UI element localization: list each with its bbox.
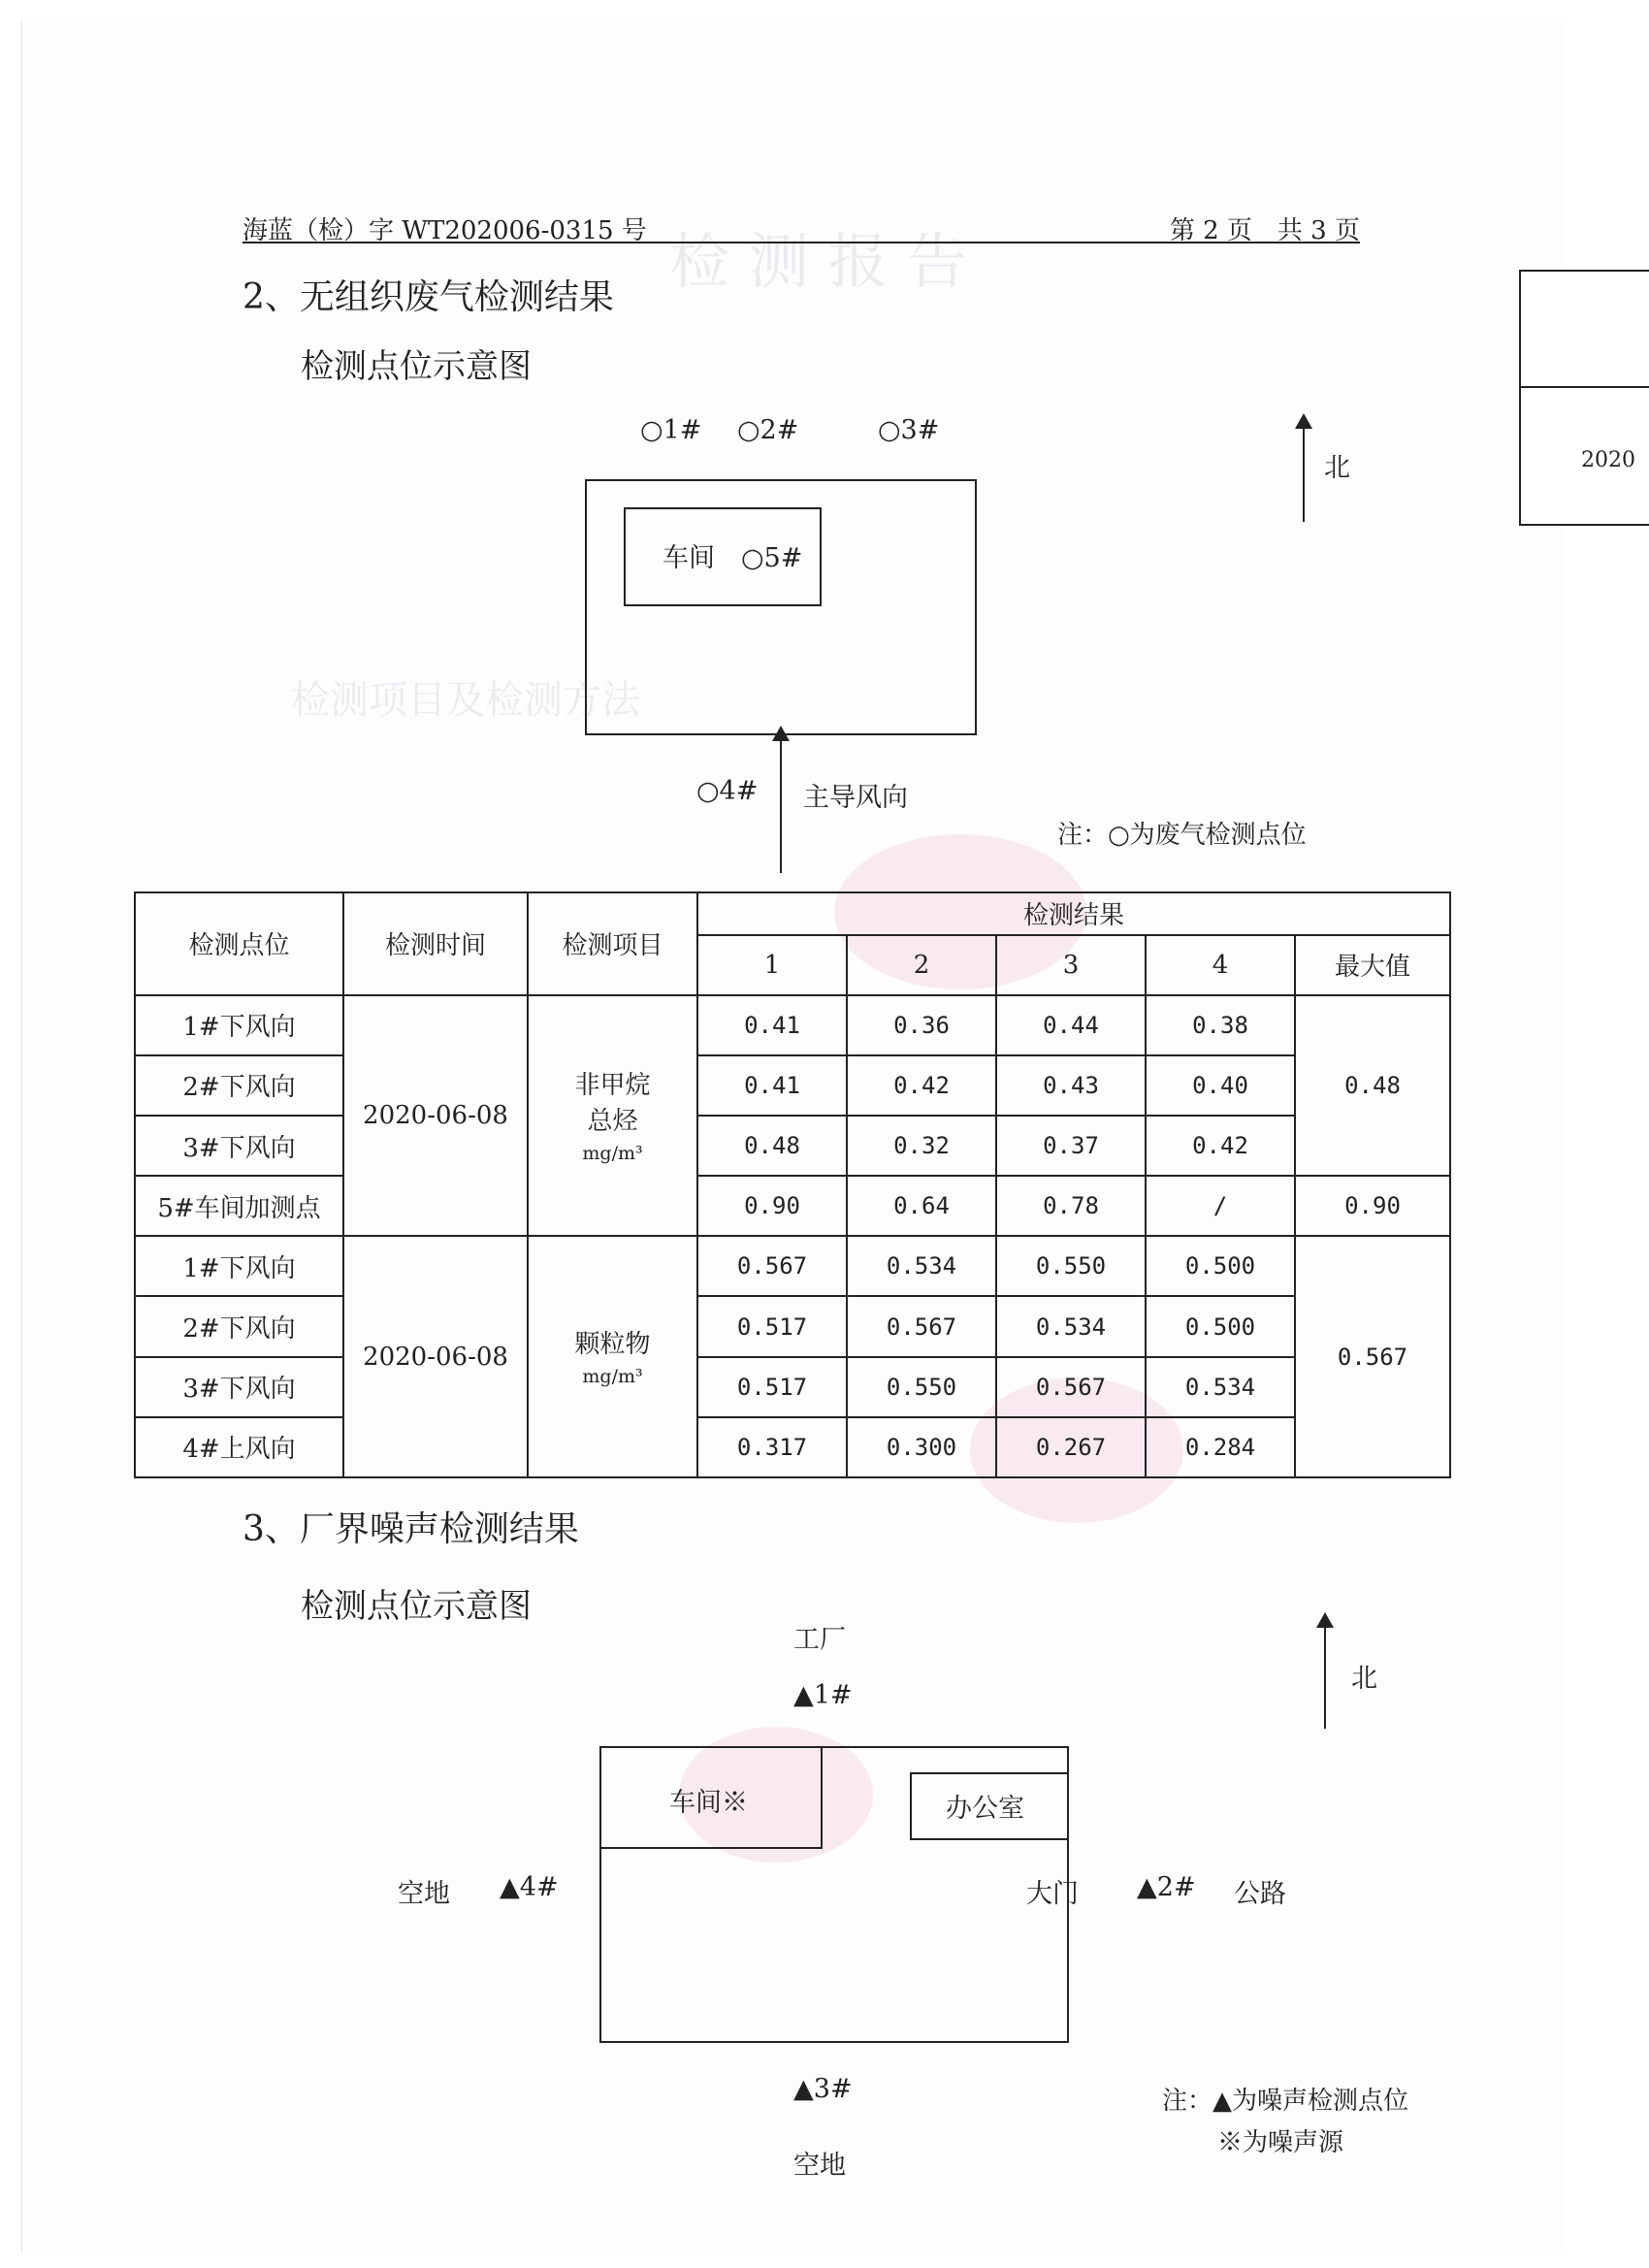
header-run-1: 1: [697, 935, 847, 995]
empty-land-south-label: 空地: [793, 2151, 846, 2181]
noise-point-2-label: ▲2#: [1137, 1872, 1196, 1902]
noise-point-4-label: ▲4#: [500, 1872, 559, 1902]
table-cell-value: 0.37: [996, 1116, 1146, 1176]
wind-direction-arrow: [780, 739, 782, 873]
table-cell-value: /: [1146, 1176, 1295, 1236]
point-1-label: ○1#: [640, 415, 702, 445]
table-cell-value: 0.38: [1146, 995, 1295, 1055]
table-cell-value: 0.78: [996, 1176, 1146, 1236]
table-cell-value: 0.284: [1146, 1417, 1295, 1477]
table-cell-point: 2#下风向: [135, 1296, 343, 1356]
header-max: 最大值: [1295, 935, 1450, 995]
point-2-label: ○2#: [737, 415, 799, 445]
header-run-2: 2: [847, 935, 996, 995]
table-cell-point: 4#上风向: [135, 1417, 343, 1477]
page-header: [242, 207, 1360, 243]
table-cell-max: 0.567: [1295, 1236, 1450, 1477]
table-cell-value: 0.267: [996, 1417, 1146, 1477]
section-2-title: 2、无组织废气检测结果: [242, 277, 614, 317]
diagram-2-note-line-1: 注：▲为噪声检测点位: [1162, 2087, 1408, 2116]
table-cell-value: 0.44: [996, 995, 1146, 1055]
header-results: 检测结果: [697, 892, 1450, 935]
table-cell-value: 0.500: [1146, 1296, 1295, 1356]
table-cell-point: 3#下风向: [135, 1357, 343, 1417]
table-cell-point: 3#下风向: [135, 1116, 343, 1176]
header-run-4: 4: [1146, 935, 1295, 995]
section-3-diagram-title: 检测点位示意图: [301, 1587, 532, 1626]
workshop-label: 车间※: [669, 1788, 748, 1818]
table-cell-value: 0.534: [996, 1296, 1146, 1356]
noise-point-3-label: ▲3#: [793, 2074, 853, 2104]
table-cell-value: 0.317: [697, 1417, 847, 1477]
bleed-through-text: 检测项目及检测方法: [291, 678, 640, 723]
table-cell-item: 非甲烷 总烃 mg/m³: [528, 995, 697, 1237]
north-arrow-icon: [1324, 1626, 1326, 1729]
bleed-through-text: 检 测 报 告: [669, 226, 968, 297]
table-cell-value: 0.550: [996, 1236, 1146, 1296]
section-3-title: 3、厂界噪声检测结果: [242, 1509, 579, 1549]
table-cell-date: 2020-06-08: [343, 1236, 528, 1477]
table-cell-value: 0.90: [697, 1176, 847, 1236]
table-cell-point: 1#下风向: [135, 1236, 343, 1296]
table-cell-value: 0.43: [996, 1055, 1146, 1116]
north-label: 北: [1324, 453, 1350, 483]
north-arrow-icon: [1303, 427, 1305, 522]
table-cell-value: 0.41: [697, 1055, 847, 1116]
wind-label: 主导风向: [803, 783, 908, 813]
table-cell-point: 5#车间加测点: [135, 1176, 343, 1236]
table-cell-value: 0.41: [697, 995, 847, 1055]
empty-land-west-label: 空地: [398, 1879, 450, 1909]
table-cell-value: 0.534: [1146, 1357, 1295, 1417]
table-cell-point: 2#下风向: [135, 1055, 343, 1116]
table-cell-max: 0.48: [1295, 995, 1450, 1176]
road-label: 公路: [1234, 1879, 1286, 1909]
table-cell-value: 0.40: [1146, 1055, 1295, 1116]
table-cell-value: 0.567: [697, 1236, 847, 1296]
table-cell-value: 0.550: [847, 1357, 996, 1417]
table-cell-date: 2020-06-08: [343, 995, 528, 1237]
header-item: 检测项目: [528, 892, 697, 995]
table-cell-max: 0.90: [1295, 1176, 1450, 1236]
section-2-diagram-title: 检测点位示意图: [301, 347, 532, 386]
table-cell-value: 0.48: [697, 1116, 847, 1176]
table-cell-value: 0.567: [847, 1296, 996, 1356]
table-cell-value: 0.42: [1146, 1116, 1295, 1176]
office-label: 办公室: [946, 1794, 1024, 1824]
report-number: 海蓝（检）字 WT202006-0315 号: [242, 216, 647, 245]
header-point: 检测点位: [135, 892, 343, 995]
noise-point-1-label: ▲1#: [793, 1680, 853, 1710]
table-cell-value: 0.517: [697, 1296, 847, 1356]
table-cell-value: 0.42: [847, 1055, 996, 1116]
workshop-label: 车间 ○5#: [663, 543, 803, 573]
adjacent-page-edge: 2020: [1519, 270, 1649, 526]
table-cell-value: 0.567: [996, 1357, 1146, 1417]
gate-label: 大门: [1026, 1879, 1079, 1909]
results-table: [134, 891, 1451, 1478]
header-time: 检测时间: [343, 892, 528, 995]
page-number: 第 2 页 共 3 页: [1169, 216, 1360, 245]
table-cell-value: 0.300: [847, 1417, 996, 1477]
table-cell-point: 1#下风向: [135, 995, 343, 1055]
table-cell-value: 0.32: [847, 1116, 996, 1176]
factory-label: 工厂: [793, 1625, 846, 1655]
table-cell-value: 0.500: [1146, 1236, 1295, 1296]
point-3-label: ○3#: [878, 415, 940, 445]
table-cell-value: 0.517: [697, 1357, 847, 1417]
table-cell-value: 0.534: [847, 1236, 996, 1296]
point-4-label: ○4#: [696, 776, 759, 806]
table-cell-value: 0.64: [847, 1176, 996, 1236]
north-label: 北: [1351, 1664, 1377, 1694]
table-cell-value: 0.36: [847, 995, 996, 1055]
header-run-3: 3: [996, 935, 1146, 995]
diagram-1-note: 注：○为废气检测点位: [1057, 821, 1307, 850]
table-cell-item: 颗粒物 mg/m³: [528, 1236, 697, 1477]
diagram-2-note-line-2: ※为噪声源: [1217, 2128, 1344, 2157]
